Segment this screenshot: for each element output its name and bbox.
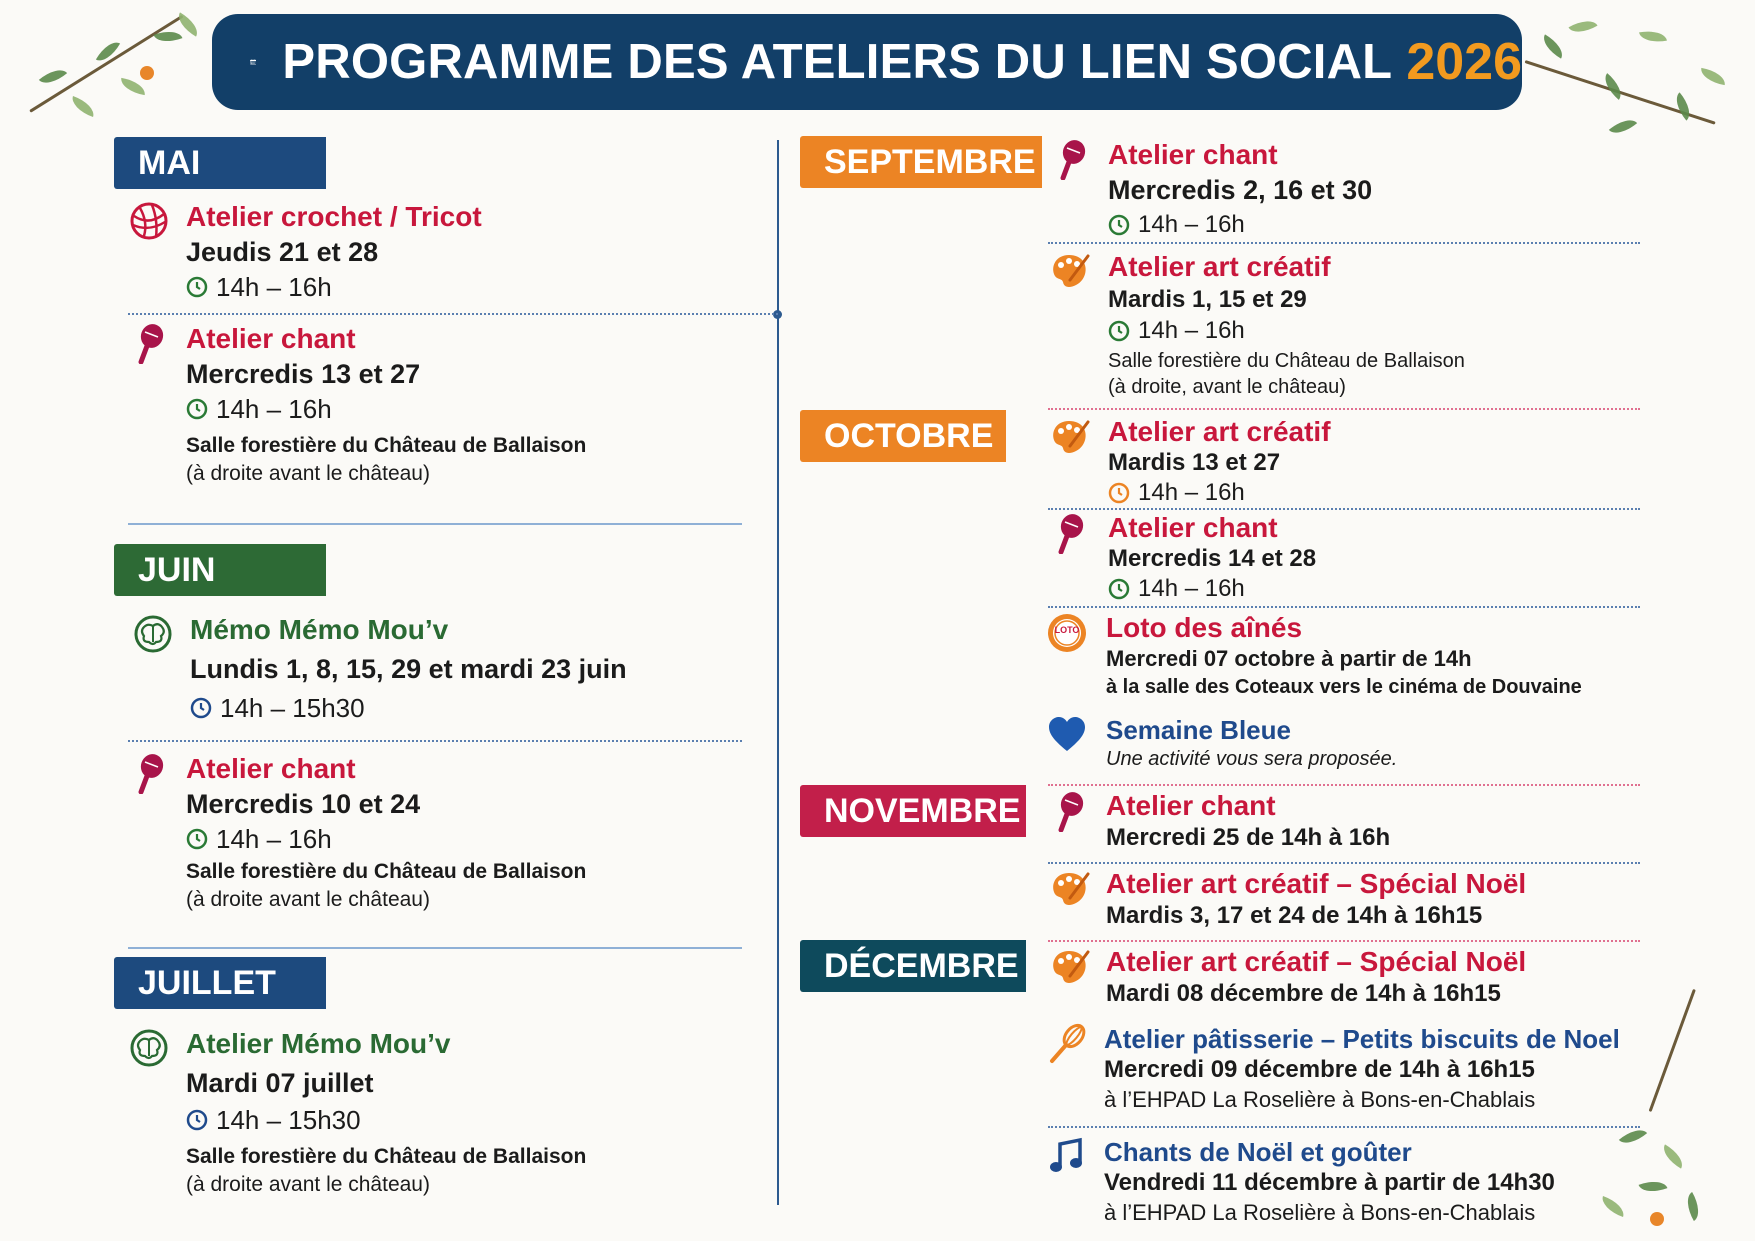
event-days: Mercredis 10 et 24	[186, 789, 421, 819]
month-tag-septembre: SEPTEMBRE	[800, 136, 1042, 188]
event-title: Atelier art créatif	[1108, 416, 1331, 447]
event-days: Mardi 07 juillet	[186, 1068, 374, 1098]
header-banner	[212, 14, 1522, 110]
month-separator	[1048, 784, 1640, 786]
clock-icon	[186, 276, 208, 298]
clock-icon	[190, 697, 212, 719]
hours-text: 14h – 16h	[216, 394, 332, 424]
event-title: Atelier art créatif – Spécial Noël	[1106, 946, 1527, 977]
column-divider	[777, 140, 779, 1205]
clock-icon	[1108, 214, 1130, 236]
event-hours	[186, 392, 586, 426]
event-place: à l’EHPAD La Roselière à Bons-en-Chablais	[1104, 1200, 1536, 1225]
event-days: Mercredi 25 de 14h à 16h	[1106, 824, 1391, 851]
event-note: Une activité vous sera proposée.	[1106, 748, 1398, 770]
event-title: Atelier chant	[186, 323, 356, 354]
hours-text: 14h – 16h	[1138, 317, 1245, 344]
page-title: PROGRAMME DES ATELIERS DU LIEN SOCIAL	[282, 35, 1393, 89]
event-hours	[1108, 208, 1372, 242]
heart-icon	[1046, 714, 1088, 756]
separator	[1048, 242, 1640, 244]
month-tag-juillet: JUILLET	[114, 957, 326, 1009]
hours-text: 14h – 16h	[216, 272, 332, 302]
event-days: Mardis 3, 17 et 24 de 14h à 16h15	[1106, 902, 1483, 929]
hours-text: 14h – 16h	[1138, 575, 1245, 602]
event-hours	[1108, 478, 1331, 508]
palette-icon	[1048, 946, 1090, 988]
event-hours	[186, 822, 586, 856]
event-days: Mardis 1, 15 et 29	[1108, 286, 1307, 313]
event-title: Atelier Mémo Mou’v	[186, 1028, 451, 1059]
event-title: Mémo Mémo Mou’v	[190, 614, 449, 645]
separator	[1048, 606, 1640, 608]
calendar-icon	[250, 29, 256, 95]
event-note: (à droite avant le château)	[186, 462, 430, 485]
event-title: Loto des aînés	[1106, 612, 1303, 643]
loto-icon	[1046, 612, 1088, 654]
clock-icon	[186, 1109, 208, 1131]
event-hours	[1108, 574, 1316, 604]
palette-icon	[1048, 416, 1090, 458]
month-separator	[128, 523, 742, 525]
separator	[128, 313, 778, 315]
month-separator	[1048, 940, 1640, 942]
whisk-icon	[1046, 1023, 1088, 1065]
clock-icon	[1108, 320, 1130, 342]
event-hours	[186, 1103, 586, 1137]
brain-icon	[132, 613, 174, 655]
event-days: Mardis 13 et 27	[1108, 449, 1281, 476]
event-place: à l’EHPAD La Roselière à Bons-en-Chablais	[1104, 1087, 1536, 1112]
event-title: Atelier chant	[1106, 790, 1276, 821]
event-place: Salle forestière du Château de Ballaison	[186, 1145, 587, 1168]
microphone-icon	[128, 322, 170, 364]
month-tag-mai: MAI	[114, 137, 326, 189]
event-hours	[190, 691, 627, 725]
month-tag-decembre: DÉCEMBRE	[800, 940, 1026, 992]
event-title: Atelier art créatif	[1108, 251, 1331, 282]
event-place: à la salle des Coteaux vers le cinéma de Douvaine	[1106, 676, 1582, 698]
microphone-icon	[128, 752, 170, 794]
event-title: Atelier pâtisserie – Petits biscuits de Noel	[1104, 1024, 1620, 1054]
event-days: Vendredi 11 décembre à partir de 14h30	[1104, 1169, 1555, 1196]
page-year: 2026	[1406, 33, 1522, 91]
event-days: Mardi 08 décembre de 14h à 16h15	[1106, 980, 1501, 1007]
separator	[128, 740, 742, 742]
palette-icon	[1048, 250, 1090, 292]
event-title: Chants de Noël et goûter	[1104, 1137, 1412, 1167]
event-title: Atelier chant	[1108, 139, 1278, 170]
event-hours	[186, 270, 482, 304]
event-note: (à droite avant le château)	[186, 1173, 430, 1196]
palette-icon	[1048, 868, 1090, 910]
hours-text: 14h – 16h	[1138, 211, 1245, 238]
clock-icon	[1108, 578, 1130, 600]
clock-icon	[1108, 482, 1130, 504]
loto-badge: LOTO	[1054, 625, 1080, 635]
month-separator	[128, 947, 742, 949]
event-days: Mercredi 09 décembre de 14h à 16h15	[1104, 1056, 1535, 1083]
event-days: Lundis 1, 8, 15, 29 et mardi 23 juin	[190, 654, 627, 684]
music-note-icon	[1046, 1136, 1088, 1178]
month-tag-octobre: OCTOBRE	[800, 410, 1006, 462]
separator	[1048, 1126, 1640, 1128]
event-days: Mercredi 07 octobre à partir de 14h	[1106, 646, 1472, 671]
brain-icon	[128, 1027, 170, 1069]
hours-text: 14h – 16h	[216, 824, 332, 854]
month-tag-juin: JUIN	[114, 544, 326, 596]
event-days: Mercredis 14 et 28	[1108, 545, 1317, 572]
month-tag-novembre: NOVEMBRE	[800, 785, 1026, 837]
yarn-icon	[128, 200, 170, 242]
hours-text: 14h – 15h30	[216, 1105, 361, 1135]
clock-icon	[186, 398, 208, 420]
microphone-icon	[1048, 790, 1090, 832]
month-separator	[1048, 408, 1640, 410]
event-hours	[1108, 316, 1465, 346]
event-title: Atelier art créatif – Spécial Noël	[1106, 868, 1527, 899]
event-title: Atelier crochet / Tricot	[186, 201, 482, 232]
hours-text: 14h – 16h	[1138, 479, 1245, 506]
separator	[1048, 508, 1640, 510]
event-note: (à droite, avant le château)	[1108, 376, 1346, 398]
hours-text: 14h – 15h30	[220, 693, 365, 723]
event-title: Semaine Bleue	[1106, 715, 1291, 745]
separator	[1048, 862, 1640, 864]
event-note: (à droite avant le château)	[186, 888, 430, 911]
event-days: Mercredis 2, 16 et 30	[1108, 175, 1373, 205]
event-place: Salle forestière du Château de Ballaison	[186, 860, 587, 883]
event-title: Atelier chant	[1108, 512, 1278, 543]
microphone-icon	[1048, 512, 1090, 554]
event-days: Mercredis 13 et 27	[186, 359, 421, 389]
microphone-icon	[1050, 138, 1092, 180]
clock-icon	[186, 828, 208, 850]
event-days: Jeudis 21 et 28	[186, 237, 379, 267]
event-title: Atelier chant	[186, 753, 356, 784]
event-place: Salle forestière du Château de Ballaison	[186, 434, 587, 457]
event-place: Salle forestière du Château de Ballaison	[1108, 350, 1465, 372]
